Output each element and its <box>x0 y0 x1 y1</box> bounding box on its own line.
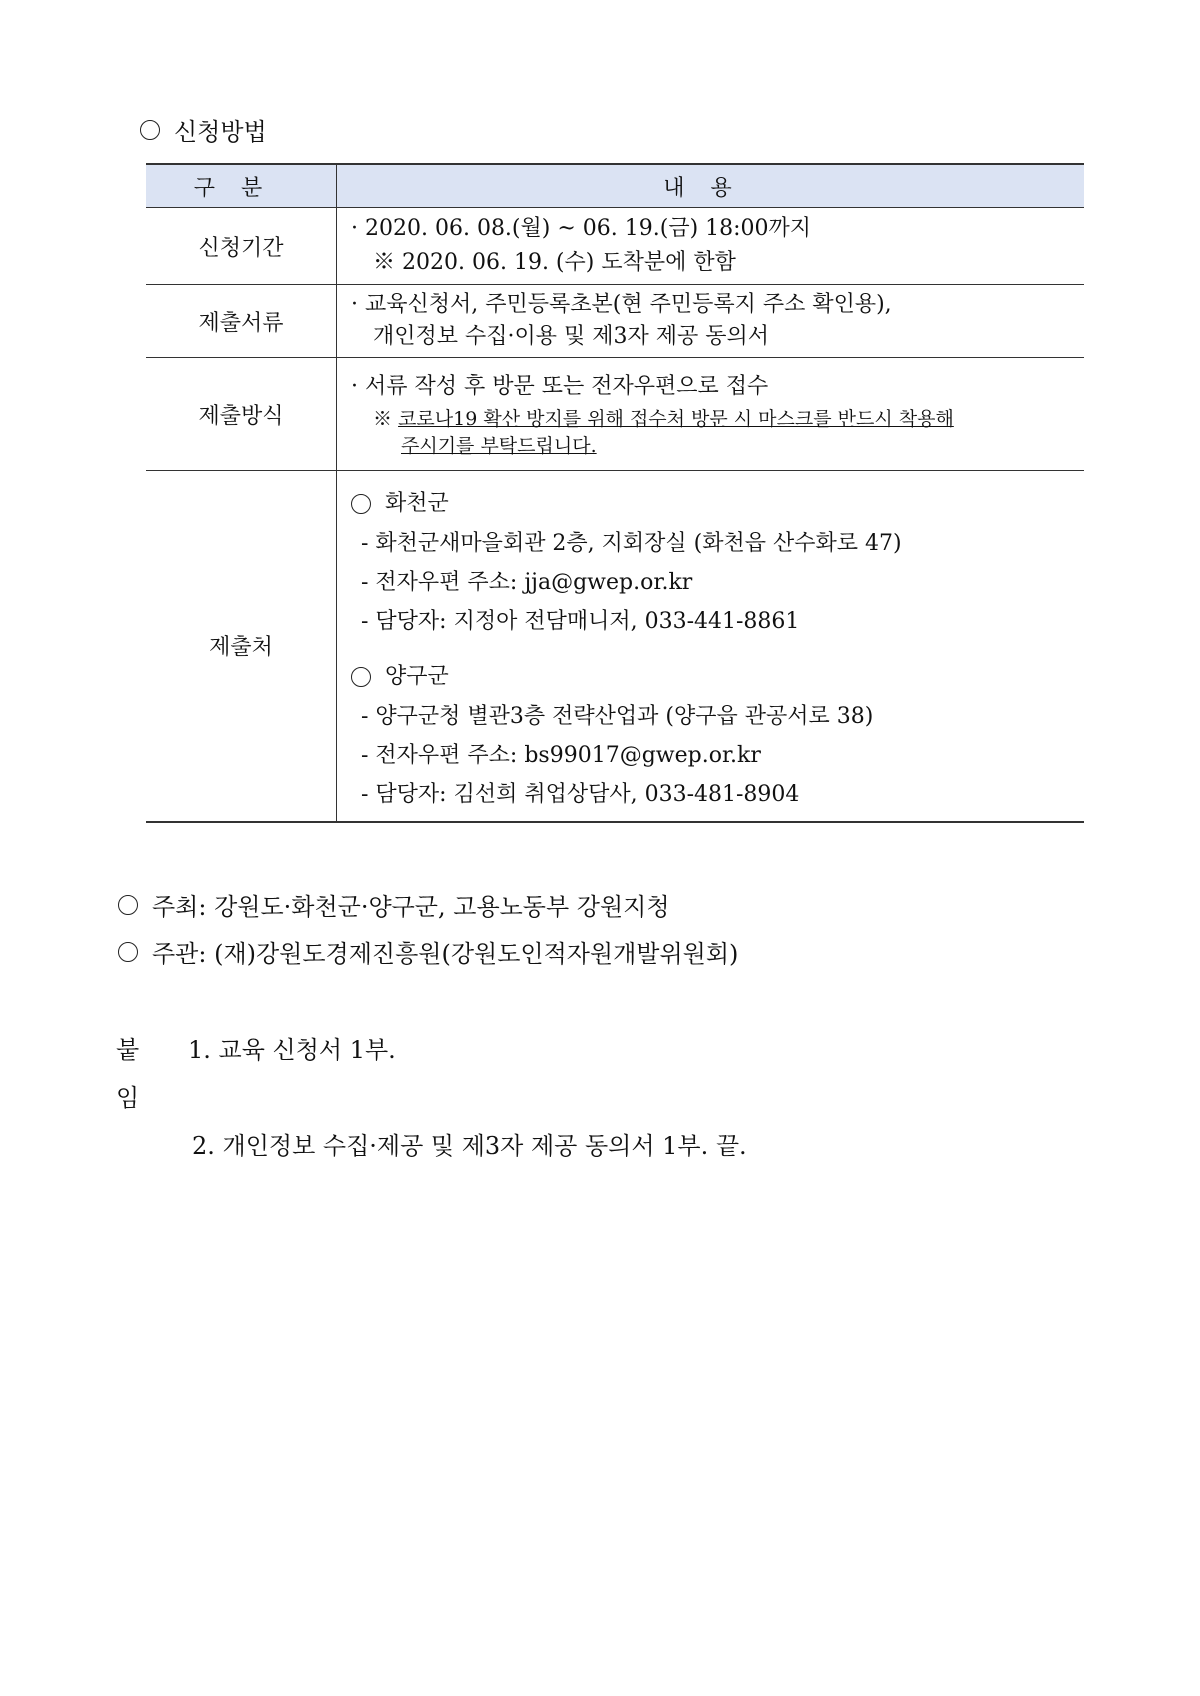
attachments-label: 붙임 <box>116 1036 140 1112</box>
hwacheon-email: - 전자우편 주소: jja@gwep.or.kr <box>361 569 693 595</box>
documents-label: 제출서류 <box>146 285 337 358</box>
row-period <box>146 208 1084 285</box>
circle-bullet-icon <box>140 120 160 140</box>
circle-bullet-icon <box>118 895 138 915</box>
hwacheon-heading <box>351 484 1084 524</box>
circle-bullet-icon <box>351 494 371 514</box>
host-line <box>118 887 670 922</box>
organizer-text: 주관: (재)강원도경제진흥원(강원도인적자원개발위원회) <box>152 940 739 968</box>
attachment-item-1: 1. 교육 신청서 1부. <box>188 1036 396 1064</box>
yanggu-address: - 양구군청 별관3층 전략산업과 (양구읍 관공서로 38) <box>361 703 874 729</box>
table-header-row <box>146 164 1084 208</box>
method-note-line2: 주시기를 부탁드립니다. <box>401 435 597 457</box>
attachments <box>116 1026 747 1170</box>
method-note-line1: 코로나19 확산 방지를 위해 접수처 방문 시 마스크를 반드시 착용해 <box>398 408 954 430</box>
documents-content <box>337 285 1085 358</box>
documents-line2: 개인정보 수집·이용 및 제3자 제공 동의서 <box>373 324 769 349</box>
header-category: 구분 <box>146 164 337 208</box>
yanggu-contact: - 담당자: 김선희 취업상담사, 033-481-8904 <box>361 781 800 807</box>
row-method <box>146 358 1084 471</box>
yanggu-email: - 전자우편 주소: bs99017@gwep.or.kr <box>361 742 761 768</box>
organizer-line <box>118 934 738 969</box>
method-label: 제출방식 <box>146 358 337 471</box>
period-content <box>337 208 1085 285</box>
period-line1: · 2020. 06. 08.(월) ~ 06. 19.(금) 18:00까지 <box>351 216 812 241</box>
application-table <box>146 163 1084 823</box>
hwacheon-name: 화천군 <box>385 490 449 516</box>
period-label: 신청기간 <box>146 208 337 285</box>
destination-content <box>337 471 1085 822</box>
circle-bullet-icon <box>118 942 138 962</box>
note-mark: ※ <box>373 408 393 430</box>
destination-label: 제출처 <box>146 471 337 822</box>
host-text: 주최: 강원도·화천군·양구군, 고용노동부 강원지청 <box>152 893 670 921</box>
method-content <box>337 358 1085 471</box>
attachment-item-2: 2. 개인정보 수집·제공 및 제3자 제공 동의서 1부. 끝. <box>192 1132 747 1160</box>
section-heading <box>140 112 267 147</box>
hwacheon-address: - 화천군새마을회관 2층, 지회장실 (화천읍 산수화로 47) <box>361 530 902 556</box>
section-title: 신청방법 <box>174 118 267 146</box>
header-content: 내용 <box>337 164 1085 208</box>
period-line2: ※ 2020. 06. 19. (수) 도착분에 한함 <box>373 250 736 275</box>
method-note <box>351 406 1084 460</box>
documents-line1: · 교육신청서, 주민등록초본(현 주민등록지 주소 확인용), <box>351 292 892 317</box>
yanggu-heading <box>351 657 1084 697</box>
method-line1: · 서류 작성 후 방문 또는 전자우편으로 접수 <box>351 374 769 399</box>
yanggu-name: 양구군 <box>385 663 449 689</box>
row-destination <box>146 471 1084 822</box>
row-documents <box>146 285 1084 358</box>
hwacheon-contact: - 담당자: 지정아 전담매니저, 033-441-8861 <box>361 608 800 634</box>
circle-bullet-icon <box>351 667 371 687</box>
